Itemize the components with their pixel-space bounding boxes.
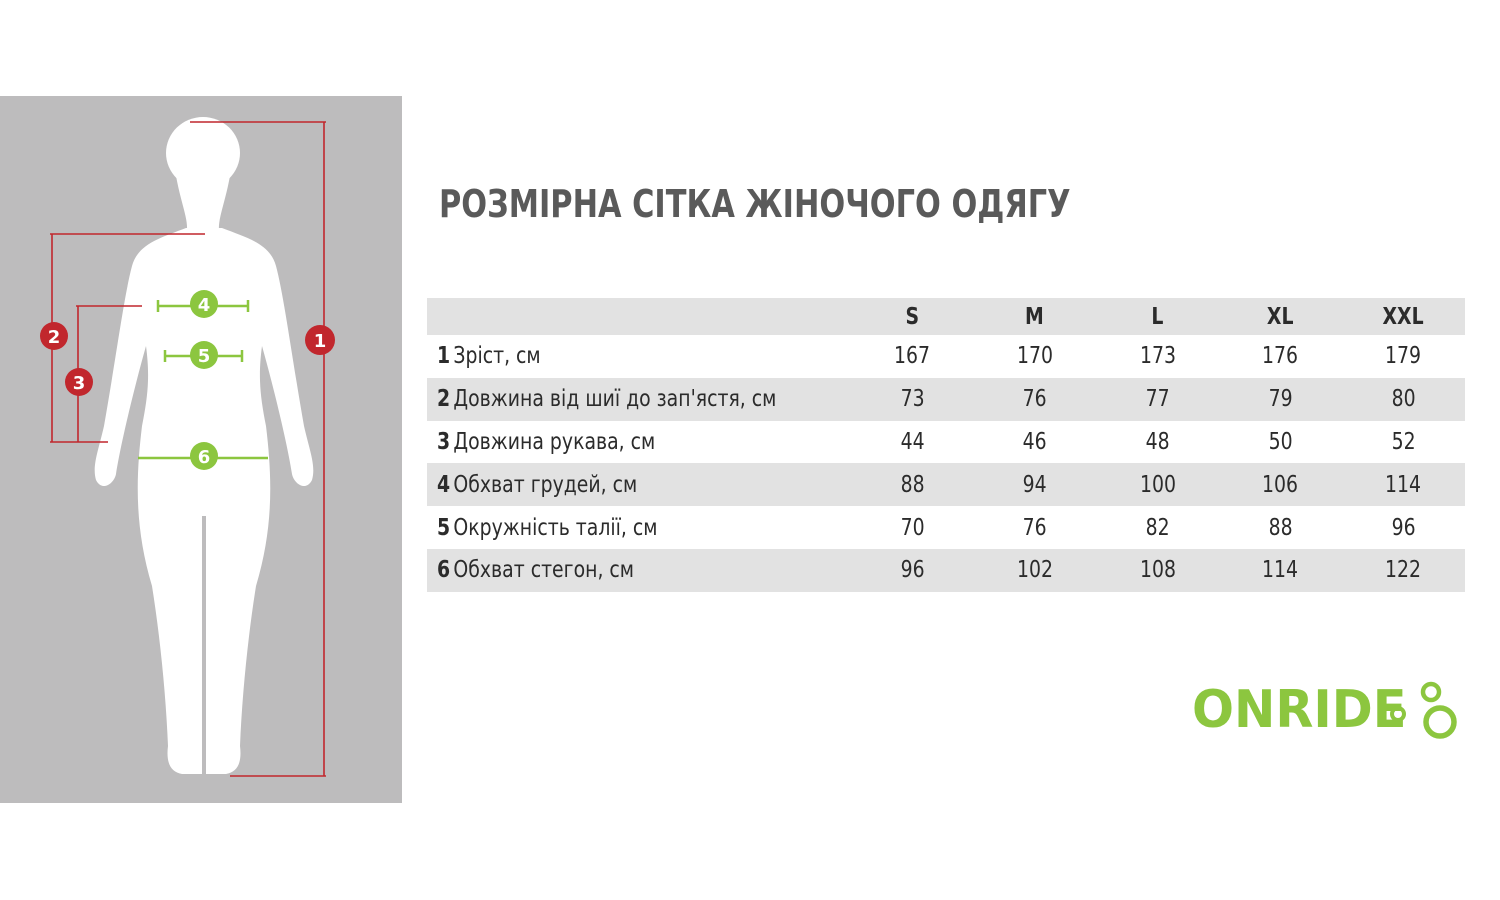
table-cell: 114	[1262, 557, 1299, 584]
table-cell: 96	[1391, 514, 1416, 541]
table-cell: 106	[1262, 471, 1299, 498]
onride-logo	[1192, 678, 1462, 742]
table-cell: 52	[1391, 428, 1416, 455]
svg-text:6: 6	[197, 447, 211, 468]
table-cell: 96	[900, 557, 925, 584]
table-row	[427, 506, 1465, 549]
table-cell: 80	[1391, 386, 1416, 413]
table-cell: 77	[1145, 386, 1170, 413]
header-size-l: L	[1151, 303, 1164, 330]
size-chart-table	[427, 298, 1465, 592]
row-label: 5 Окружність талії, см	[437, 514, 658, 541]
svg-text:3: 3	[72, 373, 86, 394]
table-row	[427, 421, 1465, 464]
header-empty	[427, 298, 851, 335]
table-cell: 114	[1385, 471, 1422, 498]
table-row	[427, 335, 1465, 378]
row-label: 2 Довжина від шиї до зап'ястя, см	[437, 386, 777, 413]
table-cell: 176	[1262, 343, 1299, 370]
table-cell: 102	[1016, 557, 1053, 584]
table-cell: 73	[900, 386, 925, 413]
table-cell: 76	[1022, 514, 1047, 541]
header-size-xl: XL	[1266, 303, 1294, 330]
marker-3	[65, 368, 93, 396]
row-label: 1 Зріст, см	[437, 343, 541, 370]
marker-1	[305, 325, 335, 355]
table-cell: 167	[894, 343, 931, 370]
marker-2	[40, 322, 68, 350]
table-cell: 82	[1145, 514, 1170, 541]
table-cell: 48	[1145, 428, 1170, 455]
header-size-m: M	[1025, 303, 1045, 330]
logo-circles-icon	[1388, 680, 1460, 742]
body-figure-panel	[0, 96, 402, 803]
svg-text:5: 5	[197, 346, 211, 367]
table-cell: 79	[1268, 386, 1293, 413]
table-cell: 94	[1022, 471, 1047, 498]
table-cell: 179	[1385, 343, 1422, 370]
marker-6	[190, 442, 218, 470]
svg-text:1: 1	[313, 331, 327, 352]
svg-text:4: 4	[197, 295, 211, 316]
row-label: 6 Обхват стегон, см	[437, 557, 635, 584]
table-cell: 76	[1022, 386, 1047, 413]
table-row	[427, 378, 1465, 421]
table-cell: 122	[1385, 557, 1422, 584]
table-cell: 50	[1268, 428, 1293, 455]
table-cell: 170	[1016, 343, 1053, 370]
header-size-xxl: XXL	[1382, 303, 1424, 330]
marker-4	[190, 290, 218, 318]
table-cell: 70	[900, 514, 925, 541]
page-title: РОЗМІРНА СІТКА ЖІНОЧОГО ОДЯГУ	[439, 182, 1071, 226]
header-size-s: S	[905, 303, 920, 330]
row-label: 3 Довжина рукава, см	[437, 428, 656, 455]
table-cell: 46	[1022, 428, 1047, 455]
row-label: 4 Обхват грудей, см	[437, 471, 638, 498]
table-cell: 100	[1139, 471, 1176, 498]
table-row	[427, 463, 1465, 506]
svg-text:2: 2	[47, 327, 61, 348]
table-cell: 88	[1268, 514, 1293, 541]
table-cell: 88	[900, 471, 925, 498]
table-row	[427, 549, 1465, 592]
table-header-row	[427, 298, 1465, 335]
table-cell: 108	[1139, 557, 1176, 584]
table-cell: 44	[900, 428, 925, 455]
logo-wordmark: ONRIDE	[1192, 680, 1407, 740]
marker-5	[190, 341, 218, 369]
body-silhouette-diagram	[0, 96, 402, 803]
table-cell: 173	[1139, 343, 1176, 370]
